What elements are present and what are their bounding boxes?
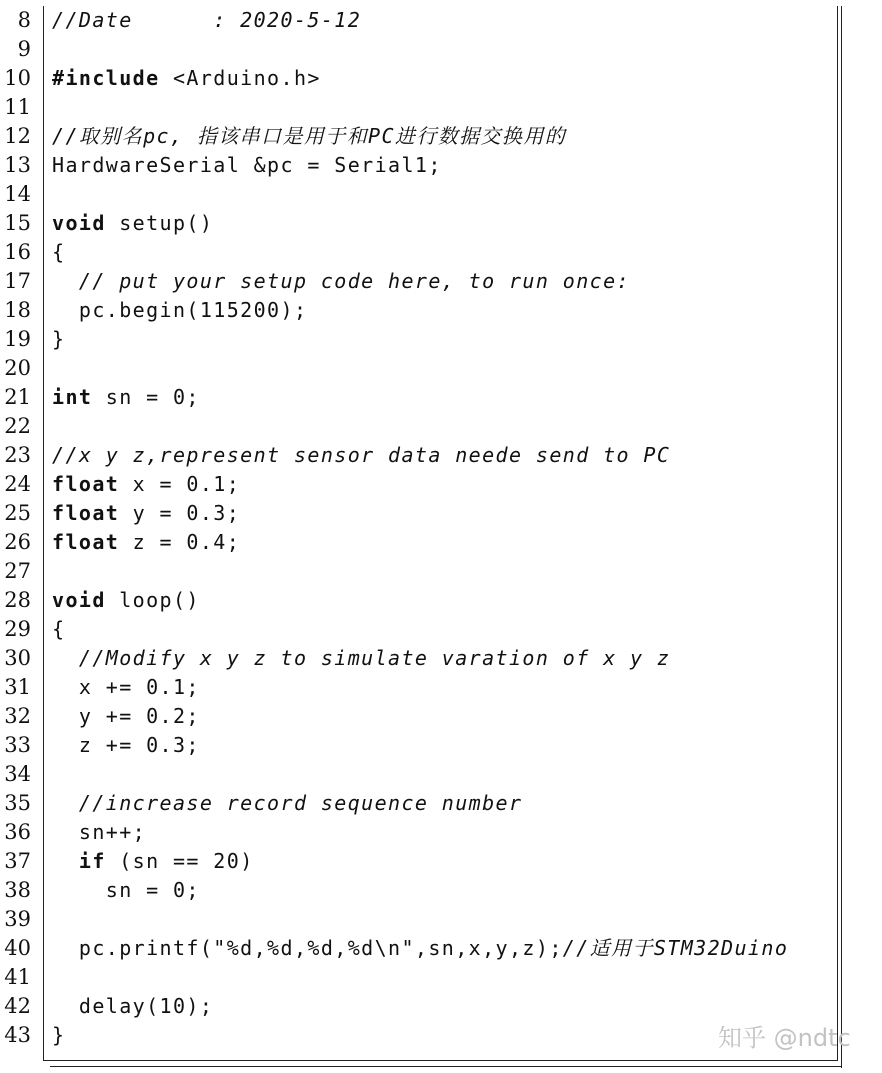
line-number: 11 bbox=[4, 95, 31, 119]
code-line bbox=[0, 151, 882, 180]
line-code bbox=[52, 151, 442, 180]
code-comment: //适用于STM32Duino bbox=[562, 936, 789, 960]
line-code bbox=[52, 673, 200, 702]
line-code bbox=[52, 818, 146, 847]
code-comment: //increase record sequence number bbox=[52, 791, 523, 815]
line-code bbox=[52, 122, 566, 151]
line-number: 22 bbox=[4, 414, 31, 438]
code-keyword: float bbox=[52, 501, 120, 525]
line-code bbox=[52, 934, 788, 963]
line-number: 43 bbox=[4, 1023, 31, 1047]
code-text: y = 0.3; bbox=[119, 501, 241, 525]
code-text: } bbox=[52, 327, 66, 351]
code-line bbox=[0, 876, 882, 905]
code-text: sn = 0; bbox=[52, 878, 200, 902]
line-number: 30 bbox=[4, 646, 31, 670]
line-code bbox=[52, 789, 522, 818]
line-code bbox=[52, 847, 254, 876]
line-number: 42 bbox=[4, 994, 31, 1018]
code-text: setup() bbox=[105, 211, 214, 235]
code-line bbox=[0, 528, 882, 557]
code-line bbox=[0, 470, 882, 499]
code-line bbox=[0, 267, 882, 296]
line-code bbox=[52, 615, 65, 644]
code-text: loop() bbox=[105, 588, 200, 612]
line-number: 16 bbox=[4, 240, 31, 264]
code-text: z += 0.3; bbox=[52, 733, 200, 757]
code-line bbox=[0, 557, 882, 586]
code-line bbox=[0, 992, 882, 1021]
code-line bbox=[0, 93, 882, 122]
line-number: 28 bbox=[4, 588, 31, 612]
code-line bbox=[0, 6, 882, 35]
code-line bbox=[0, 702, 882, 731]
code-text: } bbox=[52, 1023, 66, 1047]
code-line bbox=[0, 673, 882, 702]
line-number: 23 bbox=[4, 443, 31, 467]
code-line bbox=[0, 731, 882, 760]
line-number: 27 bbox=[4, 559, 31, 583]
code-keyword: void bbox=[52, 588, 106, 612]
line-code bbox=[52, 702, 200, 731]
line-code bbox=[52, 325, 65, 354]
code-line bbox=[0, 64, 882, 93]
line-number: 8 bbox=[17, 8, 31, 32]
line-code bbox=[52, 731, 200, 760]
line-number: 18 bbox=[4, 298, 31, 322]
line-number: 13 bbox=[4, 153, 31, 177]
watermark: 知乎 @ndtc bbox=[718, 1024, 851, 1052]
line-number: 26 bbox=[4, 530, 31, 554]
code-keyword: void bbox=[52, 211, 106, 235]
frame-shadow-bottom bbox=[50, 1066, 842, 1067]
code-text: pc.begin(115200); bbox=[52, 298, 308, 322]
code-line bbox=[0, 818, 882, 847]
code-text: HardwareSerial &pc = Serial1; bbox=[52, 153, 442, 177]
line-code bbox=[52, 6, 361, 35]
line-code bbox=[52, 296, 307, 325]
code-line bbox=[0, 238, 882, 267]
line-number: 20 bbox=[4, 356, 31, 380]
code-text: sn = 0; bbox=[92, 385, 200, 409]
line-number: 9 bbox=[17, 37, 31, 61]
code-line bbox=[0, 325, 882, 354]
line-number: 10 bbox=[4, 66, 31, 90]
line-number: 36 bbox=[4, 820, 31, 844]
code-line bbox=[0, 383, 882, 412]
line-number: 14 bbox=[4, 182, 31, 206]
line-number: 32 bbox=[4, 704, 31, 728]
code-line bbox=[0, 615, 882, 644]
code-text: { bbox=[52, 240, 66, 264]
line-code bbox=[52, 470, 240, 499]
code-line bbox=[0, 644, 882, 673]
line-number: 19 bbox=[4, 327, 31, 351]
code-comment: //Date : 2020-5-12 bbox=[52, 8, 362, 32]
code-text: pc.printf("%d,%d,%d,%d\n",sn,x,y,z); bbox=[52, 936, 563, 960]
line-number: 40 bbox=[4, 936, 31, 960]
code-text: delay(10); bbox=[52, 994, 214, 1018]
line-number: 25 bbox=[4, 501, 31, 525]
line-number: 41 bbox=[4, 965, 31, 989]
code-line bbox=[0, 412, 882, 441]
code-comment: //取别名pc, 指该串口是用于和PC进行数据交换用的 bbox=[52, 124, 567, 148]
line-code bbox=[52, 992, 213, 1021]
line-number: 17 bbox=[4, 269, 31, 293]
code-line bbox=[0, 934, 882, 963]
line-code bbox=[52, 238, 65, 267]
line-code bbox=[52, 1021, 65, 1050]
code-comment: //x y z,represent sensor data neede send to PC bbox=[52, 443, 671, 467]
code-line bbox=[0, 296, 882, 325]
code-line bbox=[0, 441, 882, 470]
line-number: 31 bbox=[4, 675, 31, 699]
code-line bbox=[0, 499, 882, 528]
line-number: 12 bbox=[4, 124, 31, 148]
line-number: 37 bbox=[4, 849, 31, 873]
line-code bbox=[52, 209, 213, 238]
line-number: 15 bbox=[4, 211, 31, 235]
code-line bbox=[0, 760, 882, 789]
line-code bbox=[52, 586, 200, 615]
code-text: x += 0.1; bbox=[52, 675, 200, 699]
code-line bbox=[0, 180, 882, 209]
code-text: <Arduino.h> bbox=[159, 66, 321, 90]
code-text: y += 0.2; bbox=[52, 704, 200, 728]
line-code bbox=[52, 64, 321, 93]
code-line bbox=[0, 963, 882, 992]
code-text: (sn == 20) bbox=[105, 849, 254, 873]
code-line bbox=[0, 354, 882, 383]
code-text: sn++; bbox=[52, 820, 147, 844]
line-number: 33 bbox=[4, 733, 31, 757]
code-text: z = 0.4; bbox=[119, 530, 241, 554]
line-code bbox=[52, 528, 240, 557]
code-keyword: float bbox=[52, 472, 120, 496]
line-number: 35 bbox=[4, 791, 31, 815]
line-code bbox=[52, 441, 670, 470]
code-listing bbox=[0, 6, 882, 1050]
code-keyword: if bbox=[78, 849, 106, 873]
code-line bbox=[0, 847, 882, 876]
code-keyword: #include bbox=[52, 66, 160, 90]
line-number: 38 bbox=[4, 878, 31, 902]
code-line bbox=[0, 586, 882, 615]
line-code bbox=[52, 383, 200, 412]
line-code bbox=[52, 267, 630, 296]
line-code bbox=[52, 876, 200, 905]
line-number: 21 bbox=[4, 385, 31, 409]
code-line bbox=[0, 122, 882, 151]
code-text: { bbox=[52, 617, 66, 641]
line-code bbox=[52, 499, 240, 528]
line-number: 39 bbox=[4, 907, 31, 931]
line-code bbox=[52, 644, 670, 673]
code-line bbox=[0, 789, 882, 818]
code-text bbox=[52, 849, 79, 873]
code-comment: //Modify x y z to simulate varation of x y z bbox=[52, 646, 671, 670]
code-keyword: int bbox=[52, 385, 93, 409]
line-number: 34 bbox=[4, 762, 31, 786]
line-number: 29 bbox=[4, 617, 31, 641]
code-text: x = 0.1; bbox=[119, 472, 241, 496]
line-number: 24 bbox=[4, 472, 31, 496]
code-line bbox=[0, 35, 882, 64]
code-comment: // put your setup code here, to run once: bbox=[52, 269, 630, 293]
code-line bbox=[0, 905, 882, 934]
code-keyword: float bbox=[52, 530, 120, 554]
code-line bbox=[0, 209, 882, 238]
